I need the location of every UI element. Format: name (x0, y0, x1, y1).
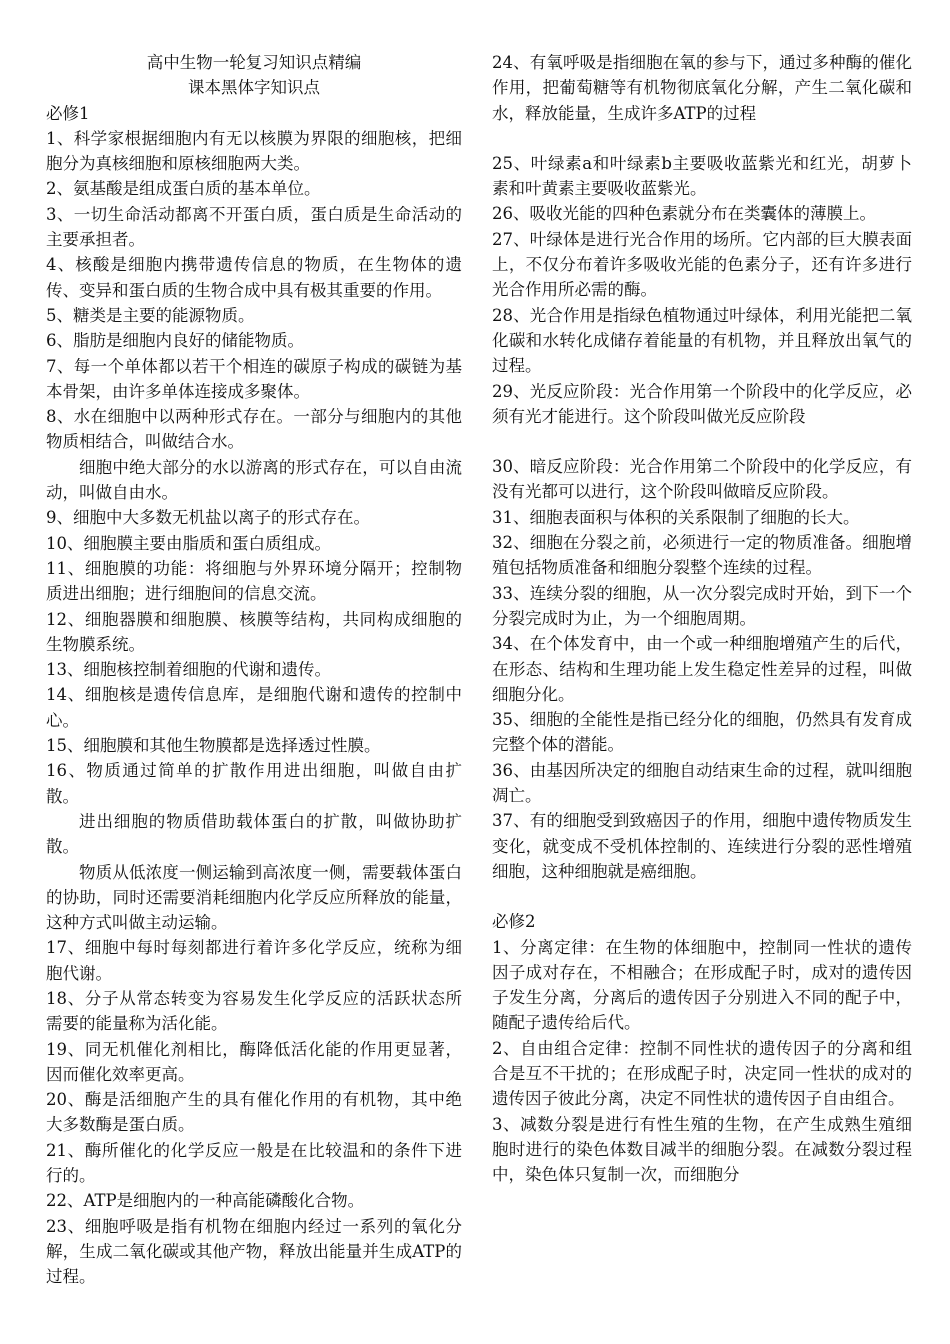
list-item: 1、科学家根据细胞内有无以核膜为界限的细胞核，把细胞分为真核细胞和原核细胞两大类。 (46, 128, 462, 174)
list-item: 21、酶所催化的化学反应一般是在比较温和的条件下进行的。 (46, 1140, 462, 1186)
list-item: 14、细胞核是遗传信息库，是细胞代谢和遗传的控制中心。 (46, 685, 462, 730)
list-item: 36、由基因所决定的细胞自动结束生命的过程，就叫细胞凋亡。 (492, 760, 912, 806)
list-item: 15、细胞膜和其他生物膜都是选择透过性膜。 (46, 736, 381, 756)
list-item: 27、叶绿体是进行光合作用的场所。它内部的巨大膜表面上，不仅分布着许多吸收光能的色素分子，还有许多进行光合作用所必需的酶。 (492, 229, 912, 300)
document-subtitle: 课本黑体字知识点 (188, 78, 320, 98)
list-item: 31、细胞表面积与体积的关系限制了细胞的长大。 (492, 507, 860, 527)
spacer (492, 126, 912, 151)
section-heading: 必修2 (492, 912, 536, 932)
list-item: 18、分子从常态转变为容易发生化学反应的活跃状态所需要的能量称为活化能。 (46, 988, 462, 1034)
list-item: 5、糖类是主要的能源物质。 (46, 305, 255, 325)
list-item: 进出细胞的物质借助载体蛋白的扩散，叫做协助扩散。 (46, 811, 462, 857)
list-item: 8、水在细胞中以两种形式存在。一部分与细胞内的其他物质相结合，叫做结合水。 (46, 407, 462, 452)
list-item: 6、脂肪是细胞内良好的储能物质。 (46, 331, 304, 351)
list-item: 17、细胞中每时每刻都进行着许多化学反应，统称为细胞代谢。 (46, 938, 462, 983)
list-item: 4、核酸是细胞内携带遗传信息的物质，在生物体的遗传、变异和蛋白质的生物合成中具有极其重要的作用。 (46, 255, 462, 300)
list-item: 细胞中绝大部分的水以游离的形式存在，可以自由流动，叫做自由水。 (46, 457, 462, 503)
list-item: 20、酶是活细胞产生的具有催化作用的有机物，其中绝大多数酶是蛋白质。 (46, 1090, 462, 1135)
list-item: 24、有氧呼吸是指细胞在氧的参与下，通过多种酶的催化作用，把葡萄糖等有机物彻底氧化分解，产生二氧化碳和水，释放能量，生成许多ATP的过程 (492, 53, 912, 123)
list-item: 25、叶绿素a和叶绿素b主要吸收蓝紫光和红光，胡萝卜素和叶黄素主要吸收蓝紫光。 (492, 153, 912, 199)
list-item: 2、氨基酸是组成蛋白质的基本单位。 (46, 179, 321, 199)
left-column (46, 50, 462, 1290)
list-item: 物质从低浓度一侧运输到高浓度一侧，需要载体蛋白的协助，同时还需要消耗细胞内化学反应所释放的能量，这种方式叫做主动运输。 (46, 862, 462, 933)
list-item: 37、有的细胞受到致癌因子的作用，细胞中遗传物质发生变化，就变成不受机体控制的、连续进行分裂的恶性增殖细胞，这种细胞就是癌细胞。 (492, 811, 912, 881)
list-item: 28、光合作用是指绿色植物通过叶绿体，利用光能把二氧化碳和水转化成储存着能量的有机物，并且释放出氧气的过程。 (492, 305, 912, 376)
list-item: 33、连续分裂的细胞，从一次分裂完成时开始，到下一个分裂完成时为止，为一个细胞周期。 (492, 583, 912, 628)
spacer (492, 429, 912, 454)
list-item: 35、细胞的全能性是指已经分化的细胞，仍然具有发育成完整个体的潜能。 (492, 710, 912, 755)
list-item: 34、在个体发育中，由一个或一种细胞增殖产生的后代，在形态、结构和生理功能上发生稳定性差异的过程，叫做细胞分化。 (492, 634, 912, 704)
document-title: 高中生物一轮复习知识点精编 (146, 53, 362, 72)
list-item: 29、光反应阶段：光合作用第一个阶段中的化学反应，必须有光才能进行。这个阶段叫做光反应阶段 (492, 381, 912, 426)
list-item: 11、细胞膜的功能：将细胞与外界环境分隔开；控制物质进出细胞；进行细胞间的信息交流。 (46, 558, 462, 604)
list-item: 30、暗反应阶段：光合作用第二个阶段中的化学反应，有没有光都可以进行，这个阶段叫做暗反应阶段。 (492, 457, 912, 502)
section-heading: 必修1 (46, 103, 90, 123)
spacer (492, 884, 912, 909)
list-item: 2、自由组合定律：控制不同性状的遗传因子的分离和组合是互不干扰的；在形成配子时，决定同一性状的成对的遗传因子彼此分离，决定不同性状的遗传因子自由组合。 (492, 1038, 912, 1109)
list-item: 26、吸收光能的四种色素就分布在类囊体的薄膜上。 (492, 204, 876, 224)
list-item: 7、每一个单体都以若干个相连的碳原子构成的碳链为基本骨架，由许多单体连接成多聚体。 (46, 356, 462, 401)
list-item: 32、细胞在分裂之前，必须进行一定的物质准备。细胞增殖包括物质准备和细胞分裂整个连续的过程。 (492, 533, 912, 578)
list-item: 10、细胞膜主要由脂质和蛋白质组成。 (46, 533, 331, 553)
list-item: 3、减数分裂是进行有性生殖的生物，在产生成熟生殖细胞时进行的染色体数目减半的细胞分裂。在减数分裂过程中，染色体只复制一次，而细胞分 (492, 1114, 912, 1185)
list-item: 3、一切生命活动都离不开蛋白质，蛋白质是生命活动的主要承担者。 (46, 204, 462, 250)
list-item: 9、细胞中大多数无机盐以离子的形式存在。 (46, 508, 370, 528)
list-item: 22、ATP是细胞内的一种高能磷酸化合物。 (46, 1191, 365, 1211)
right-column (492, 50, 912, 1187)
list-item: 12、细胞器膜和细胞膜、核膜等结构，共同构成细胞的生物膜系统。 (46, 609, 462, 654)
list-item: 23、细胞呼吸是指有机物在细胞内经过一系列的氧化分解，生成二氧化碳或其他产物，释放出能量并生成ATP的过程。 (46, 1216, 462, 1287)
list-item: 1、分离定律：在生物的体细胞中，控制同一性状的遗传因子成对存在，不相融合；在形成配子时，成对的遗传因子发生分离，分离后的遗传因子分别进入不同的配子中，随配子遗传给后代。 (492, 937, 912, 1033)
list-item: 16、物质通过简单的扩散作用进出细胞，叫做自由扩散。 (46, 761, 462, 806)
list-item: 13、细胞核控制着细胞的代谢和遗传。 (46, 660, 331, 680)
list-item: 19、同无机催化剂相比，酶降低活化能的作用更显著，因而催化效率更高。 (46, 1039, 462, 1084)
